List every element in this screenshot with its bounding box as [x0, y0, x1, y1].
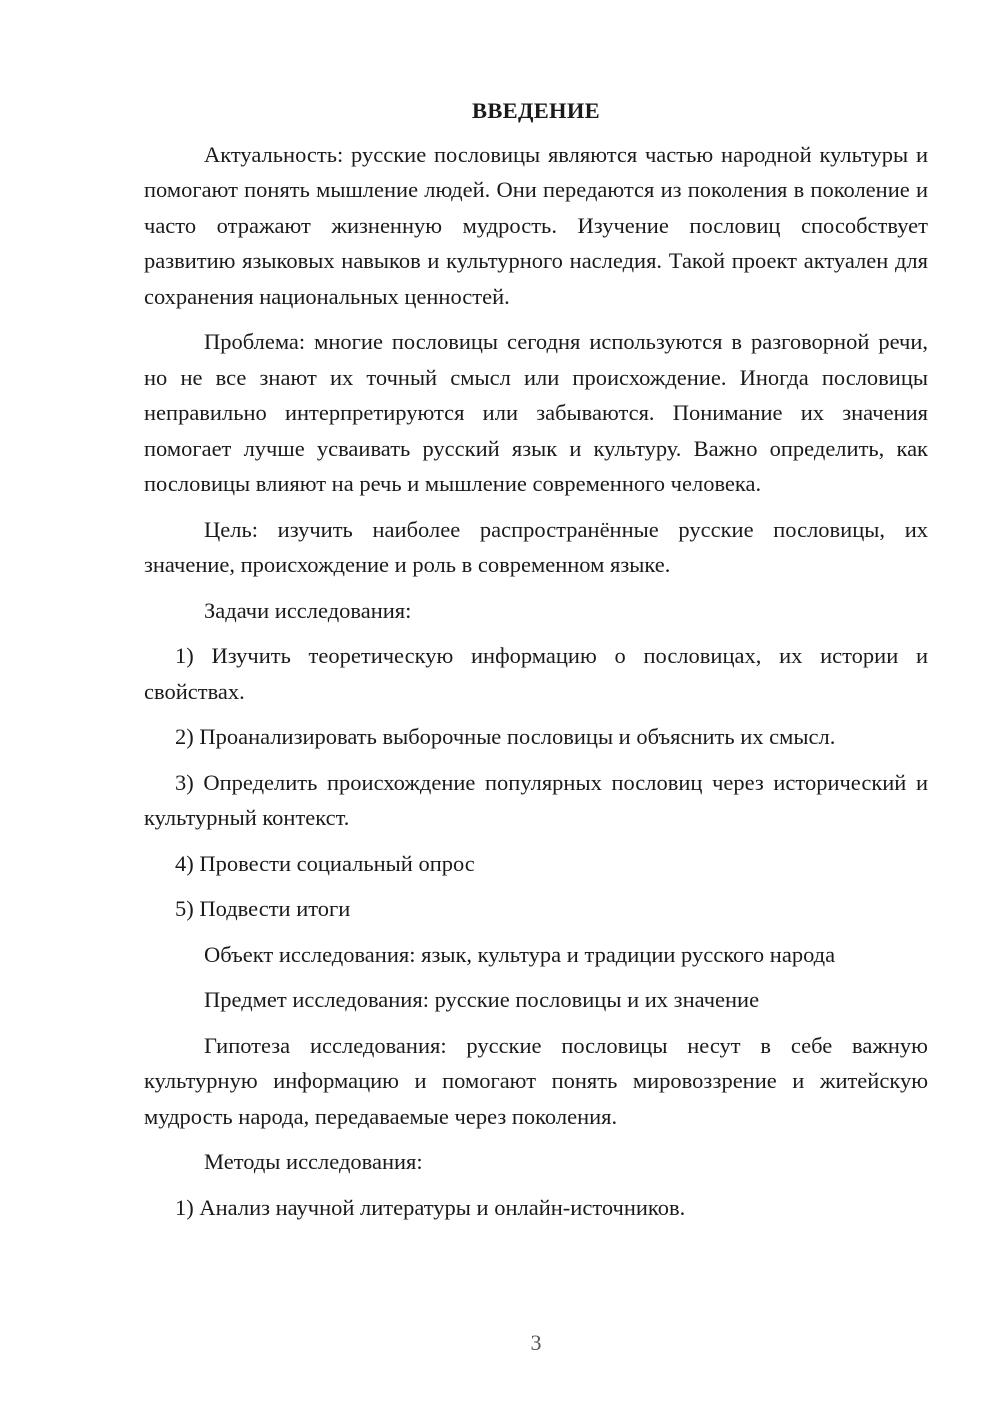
subject-paragraph: Предмет исследования: русские пословицы и их значение [204, 987, 760, 1012]
task-item-2: 2) Проанализировать выборочные пословицы и объяснить их смысл. [175, 724, 836, 749]
methods-title: Методы исследования: [204, 1149, 423, 1174]
hypothesis-paragraph: Гипотеза исследования: русские пословицы несут в себе важную культурную информацию и помогают понять мировоззрение и житейскую мудрость народа, передаваемые через поколения. [144, 1032, 928, 1129]
document-body [144, 93, 928, 1235]
tasks-title: Задачи исследования: [204, 597, 412, 623]
goal-paragraph: Цель: изучить наиболее распространённые русские пословицы, их значение, происхождение и роль в современном языке. [144, 516, 928, 577]
method-item-1: 1) Анализ научной литературы и онлайн-источников. [175, 1194, 686, 1220]
page-number: 3 [530, 1330, 542, 1355]
task-item-3: 3) Определить происхождение популярных пословиц через исторический и культурный контекст. [144, 769, 928, 830]
task-item-4: 4) Провести социальный опрос [175, 850, 475, 876]
object-paragraph: Объект исследования: язык, культура и традиции русского народа [204, 941, 836, 967]
relevance-paragraph: Актуальность: русские пословицы являются частью народной культуры и помогают понять мышление людей. Они передаются из поколения в поколение и часто отражают жизненную мудрость. Изучение пословиц способствует развитию языковых навыков и культурного наследия. Такой проект актуален для сохранения национальных ценностей. [144, 141, 928, 309]
problem-paragraph: Проблема: многие пословицы сегодня используются в разговорной речи, но не все знают их точный смысл или происхождение. Иногда пословицы неправильно интерпретируются или забываются. Понимание их значения помогает лучше усваивать русский язык и культуру. Важно определить, как пословицы влияют на речь и мышление современного человека. [144, 329, 928, 496]
task-item-5: 5) Подвести итоги [175, 896, 351, 921]
task-item-1: 1) Изучить теоретическую информацию о пословицах, их истории и свойствах. [144, 643, 928, 704]
section-heading: ВВЕДЕНИЕ [472, 98, 600, 123]
